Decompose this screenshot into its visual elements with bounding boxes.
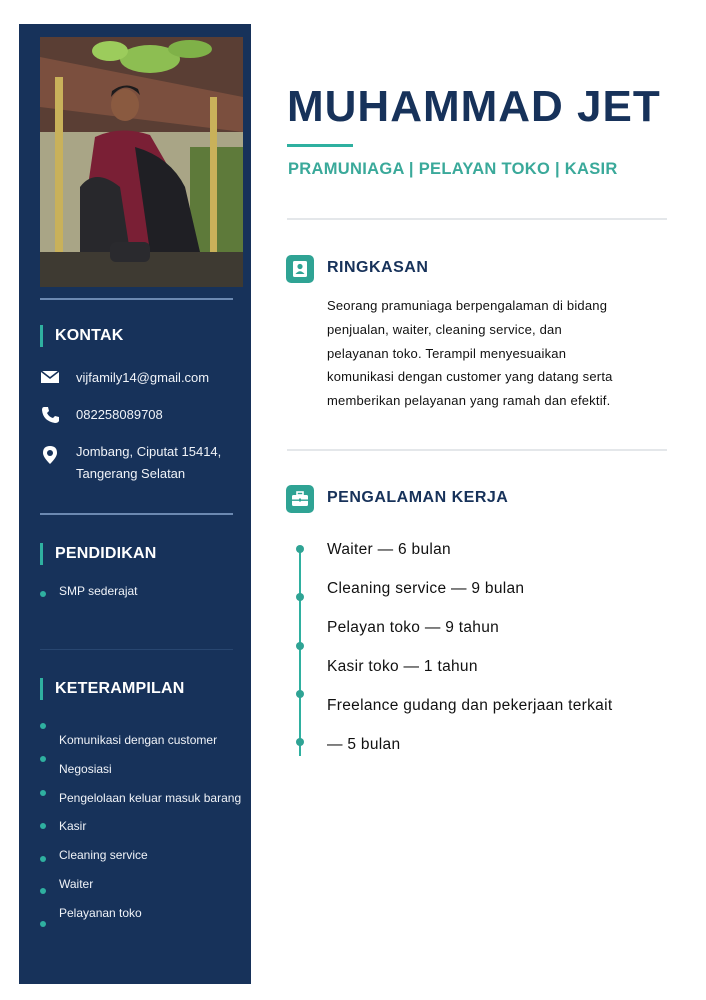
experience-item: Cleaning service — 9 bulan [327,580,525,597]
job-titles: PRAMUNIAGA | PELAYAN TOKO | KASIR [288,160,618,178]
skills-heading: KETERAMPILAN [40,678,185,700]
experience-item: Kasir toko — 1 tahun [327,658,478,675]
summary-line: pelayanan toko. Terampil menyesuaikan [327,345,567,361]
experience-item: Pelayan toko — 9 tahun [327,619,500,636]
sidebar-divider [40,298,233,300]
education-item [40,584,245,602]
summary-heading: RINGKASAN [327,259,429,276]
summary-line: memberikan pelayanan yang ramah dan efektif. [327,393,611,409]
skill-item: Kasir [59,819,87,833]
education-item-label: SMP sederajat [59,584,138,598]
full-name: MUHAMMAD JET [287,82,661,131]
timeline-dot [296,642,304,650]
bullet-dot [40,591,46,597]
experience-item: Freelance gudang dan pekerjaan terkait [327,697,613,714]
envelope-icon [40,369,60,387]
experience-item: — 5 bulan [327,736,401,753]
bullet-dot [40,723,46,729]
education-heading: PENDIDIKAN [40,543,157,565]
summary-text [327,294,667,413]
contact-heading: KONTAK [40,325,123,347]
timeline-dot [296,545,304,553]
address-line-1: Jombang, Ciputat 15414, [76,444,222,459]
contact-email[interactable] [40,367,240,389]
address-line-2: Tangerang Selatan [76,466,186,481]
timeline-dot [296,593,304,601]
phone-text: 082258089708 [76,407,163,422]
profile-photo [40,37,243,287]
briefcase-icon [286,485,314,513]
location-pin-icon [40,445,60,463]
bullet-dot [40,888,46,894]
name-underline [287,144,353,147]
experience-item: Waiter — 6 bulan [327,541,451,558]
skill-item: Komunikasi dengan customer [59,733,218,747]
bullet-dot [40,921,46,927]
summary-line: penjualan, waiter, cleaning service, dan [327,321,562,337]
bullet-dot [40,856,46,862]
section-divider [287,218,667,220]
sidebar [19,24,251,984]
timeline-line [299,548,301,756]
section-divider [287,449,667,451]
skill-item: Pelayanan toko [59,906,142,920]
timeline-dot [296,738,304,746]
sidebar-divider [40,649,233,650]
skill-item: Negosiasi [59,762,112,776]
contact-address [40,441,240,485]
skill-item: Cleaning service [59,848,148,862]
bullet-dot [40,790,46,796]
experience-heading: PENGALAMAN KERJA [327,489,509,506]
email-text: vijfamily14@gmail.com [76,370,210,385]
bullet-dot [40,823,46,829]
summary-line: komunikasi dengan customer yang datang serta [327,369,613,385]
summary-line: Seorang pramuniaga berpengalaman di bidang [327,298,608,313]
skill-item: Waiter [59,877,94,891]
contact-phone[interactable] [40,404,240,426]
skill-item: Pengelolaan keluar masuk barang [59,791,242,805]
sidebar-divider [40,513,233,515]
phone-icon [40,406,60,424]
bullet-dot [40,756,46,762]
timeline-dot [296,690,304,698]
person-icon [286,255,314,283]
